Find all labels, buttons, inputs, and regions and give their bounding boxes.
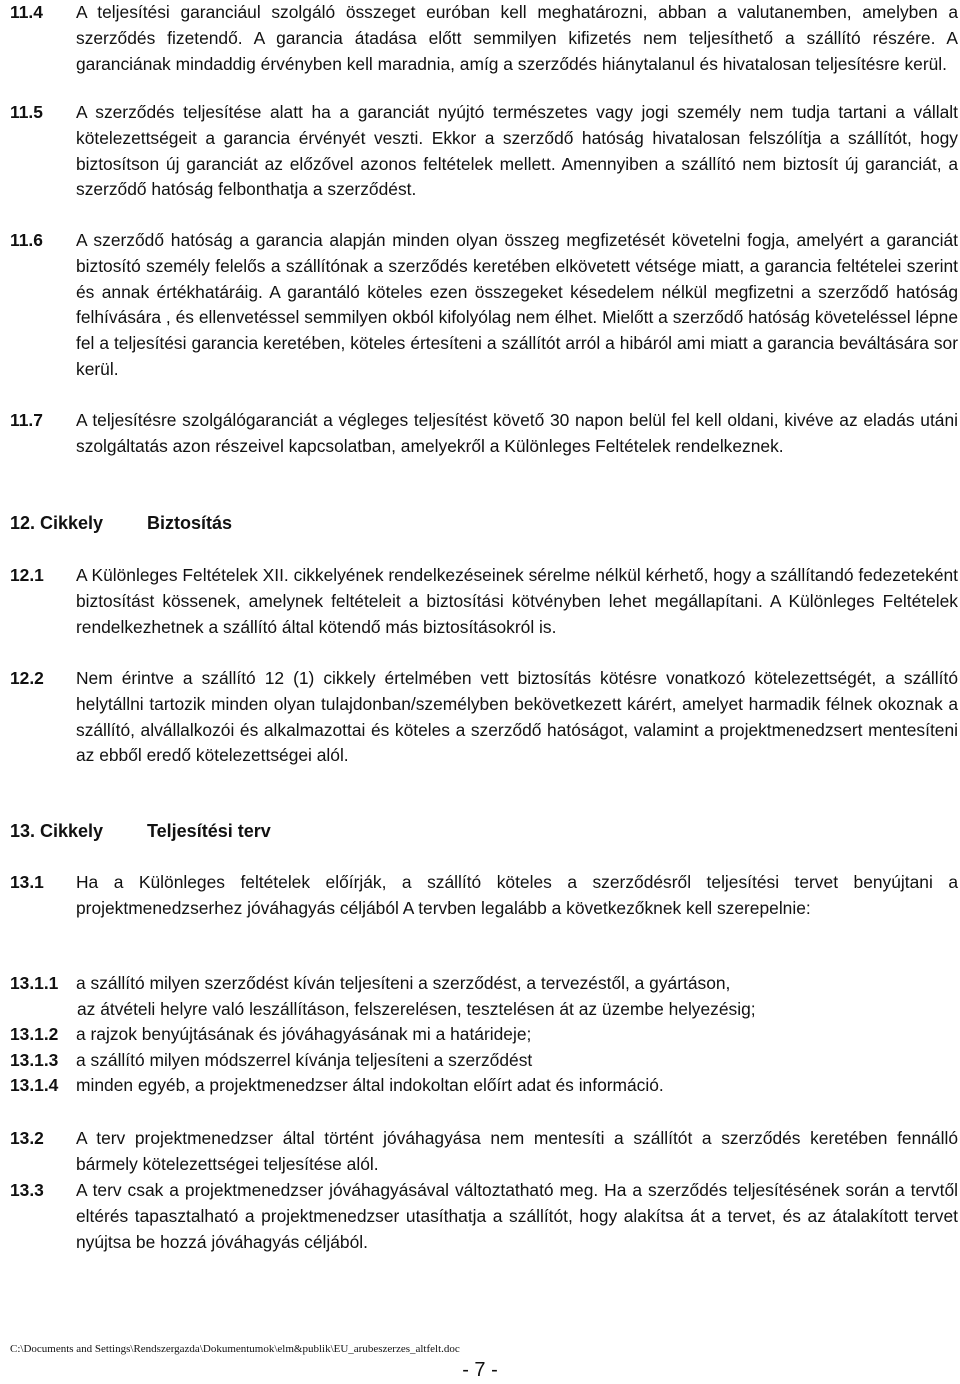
subclause-13-1-2 xyxy=(10,1022,958,1048)
heading-title: Biztosítás xyxy=(147,513,233,533)
clause-11-7 xyxy=(10,408,958,460)
clause-12-1 xyxy=(10,563,958,640)
clause-text: A Különleges Feltételek XII. cikkelyének rendelkezéseinek sérelme nélkül kérhető, hogy a szállítandó fedezeteként biztosítást kössenek, amelynek feltételeit a biztosítási kötvényben lehet megállapítani. A Különleges Feltételek rendelkezhetnek a szállító által kötendő más biztosításokról is. xyxy=(76,565,958,637)
clause-text: A szerződő hatóság a garancia alapján minden olyan összeg megfizetését követelni fogja, amelyért a garanciát biztosító személy felelős a szállítónak a szerződés keretében elkövetett vétsége miatt, a garancia feltételei szerint és annak értékhatáráig. A garantáló köteles ezen összegeket késedelem nélkül megfizetni a szerződő hatóság felhívására , és ellenvetéssel semmilyen okból kifolyólag nem élhet. Mielőtt a szerződő hatóság követeléssel lépne fel a teljesítési garancia keretében, köteles értesíteni a szállítót arról a hibáról ami miatt a garancia beváltására sor kerül. xyxy=(76,230,958,379)
heading-number: 13. Cikkely xyxy=(10,821,104,841)
subclause-number: 13.1.3 xyxy=(10,1050,59,1070)
subclause-text-line1: a szállító milyen szerződést kíván teljesíteni a szerződést, a tervezéstől, a gyártáson, xyxy=(76,973,731,993)
clause-number: 12.2 xyxy=(10,668,44,688)
clause-number: 13.2 xyxy=(10,1128,44,1148)
clause-text: Nem érintve a szállító 12 (1) cikkely értelmében vett biztosítás kötésre vonatkozó kötelezettségét, a szállító helytállni tartozik minden olyan tulajdonban/személyben bekövetkezett kárért, amelyet harmadik félnek okoznak a szállító, alvállalkozói és alkalmazottai és köteles a szerződő hatóságot, valamint a projektmenedzsert mentesíteni az ebből eredő kötelezettségei alól. xyxy=(76,668,958,766)
section-heading-12 xyxy=(10,510,233,536)
subclause-number: 13.1.2 xyxy=(10,1024,59,1044)
clause-13-1 xyxy=(10,870,958,922)
subclause-13-1-4 xyxy=(10,1073,958,1099)
clause-text: A terv projektmenedzser által történt jóváhagyása nem mentesíti a szállítót a szerződés keretében fennálló bármely kötelezettségei teljesítése alól. xyxy=(76,1128,958,1174)
clause-13-3 xyxy=(10,1178,958,1255)
clause-13-2 xyxy=(10,1126,958,1178)
clause-text: A teljesítésre szolgálógaranciát a végleges teljesítést követő 30 napon belül fel kell oldani, kivéve az eladás utáni szolgáltatás azon részeivel kapcsolatban, amelyekről a Különleges Feltételek rendelkeznek. xyxy=(76,410,958,456)
subclause-text: a szállító milyen módszerrel kívánja teljesíteni a szerződést xyxy=(76,1050,533,1070)
clause-number: 11.5 xyxy=(10,102,43,122)
subclause-text-line2: az átvételi helyre való leszállításon, felszerelésen, tesztelésen át az üzembe helyezésig; xyxy=(77,998,756,1019)
subclause-13-1-1 xyxy=(10,971,958,1023)
clause-12-2 xyxy=(10,666,958,769)
subclause-13-1-3 xyxy=(10,1048,958,1074)
heading-title: Teljesítési terv xyxy=(147,821,271,841)
clause-number: 11.4 xyxy=(10,2,43,22)
clause-number: 11.7 xyxy=(10,410,43,430)
footer-file-path: C:\Documents and Settings\Rendszergazda\Dokumentumok\elm&publik\EU_arubeszerzes_altfelt.doc xyxy=(10,1343,460,1355)
clause-11-5 xyxy=(10,100,958,203)
clause-number: 11.6 xyxy=(10,230,43,250)
clause-11-4 xyxy=(10,0,958,77)
subclause-text: minden egyéb, a projektmenedzser által indokoltan előírt adat és információ. xyxy=(76,1075,664,1095)
subclause-number: 13.1.1 xyxy=(10,973,59,993)
subclause-number: 13.1.4 xyxy=(10,1075,59,1095)
page-number: - 7 - xyxy=(462,1359,498,1381)
heading-number: 12. Cikkely xyxy=(10,513,104,533)
clause-number: 13.1 xyxy=(10,872,44,892)
clause-text: A szerződés teljesítése alatt ha a garanciát nyújtó természetes vagy jogi személy nem tudja tartani a vállalt kötelezettségeit a garancia érvényét veszti. Ekkor a szerződő hatóság hivatalosan felszólítja a szállítót, hogy biztosítson új garanciát az előzővel azonos feltételek mellett. Amennyiben a szállító nem biztosít új garanciát, a szerződő hatóság felbonthatja a szerződést. xyxy=(76,102,958,200)
subclause-text: a rajzok benyújtásának és jóváhagyásának mi a határideje; xyxy=(76,1024,532,1044)
clause-number: 13.3 xyxy=(10,1180,44,1200)
section-heading-13 xyxy=(10,818,271,844)
clause-text: A teljesítési garanciául szolgáló összeget euróban kell meghatározni, abban a valutanemben, amelyben a szerződés fizetendő. A garancia átadása előtt semmilyen kifizetés nem teljesíthető a szállító részére. A garanciának mindaddig érvényben kell maradnia, amíg a szerződés hiánytalanul és hivatalosan teljesítésre kerül. xyxy=(76,2,958,74)
clause-text: Ha a Különleges feltételek előírják, a szállító köteles a szerződésről teljesítési tervet benyújtani a projektmenedzserhez jóváhagyás céljából A tervben legalább a következőknek kell szerepelnie: xyxy=(76,872,958,918)
clause-number: 12.1 xyxy=(10,565,44,585)
clause-text: A terv csak a projektmenedzser jóváhagyásával változtatható meg. Ha a szerződés teljesítésének során a tervtől eltérés tapasztalható a projektmenedzser utasíthatja a szállítót, hogy alakítsa át a tervet, és az átalakított tervet nyújtsa be hozzá jóváhagyás céljából. xyxy=(76,1180,958,1252)
clause-11-6 xyxy=(10,228,958,383)
